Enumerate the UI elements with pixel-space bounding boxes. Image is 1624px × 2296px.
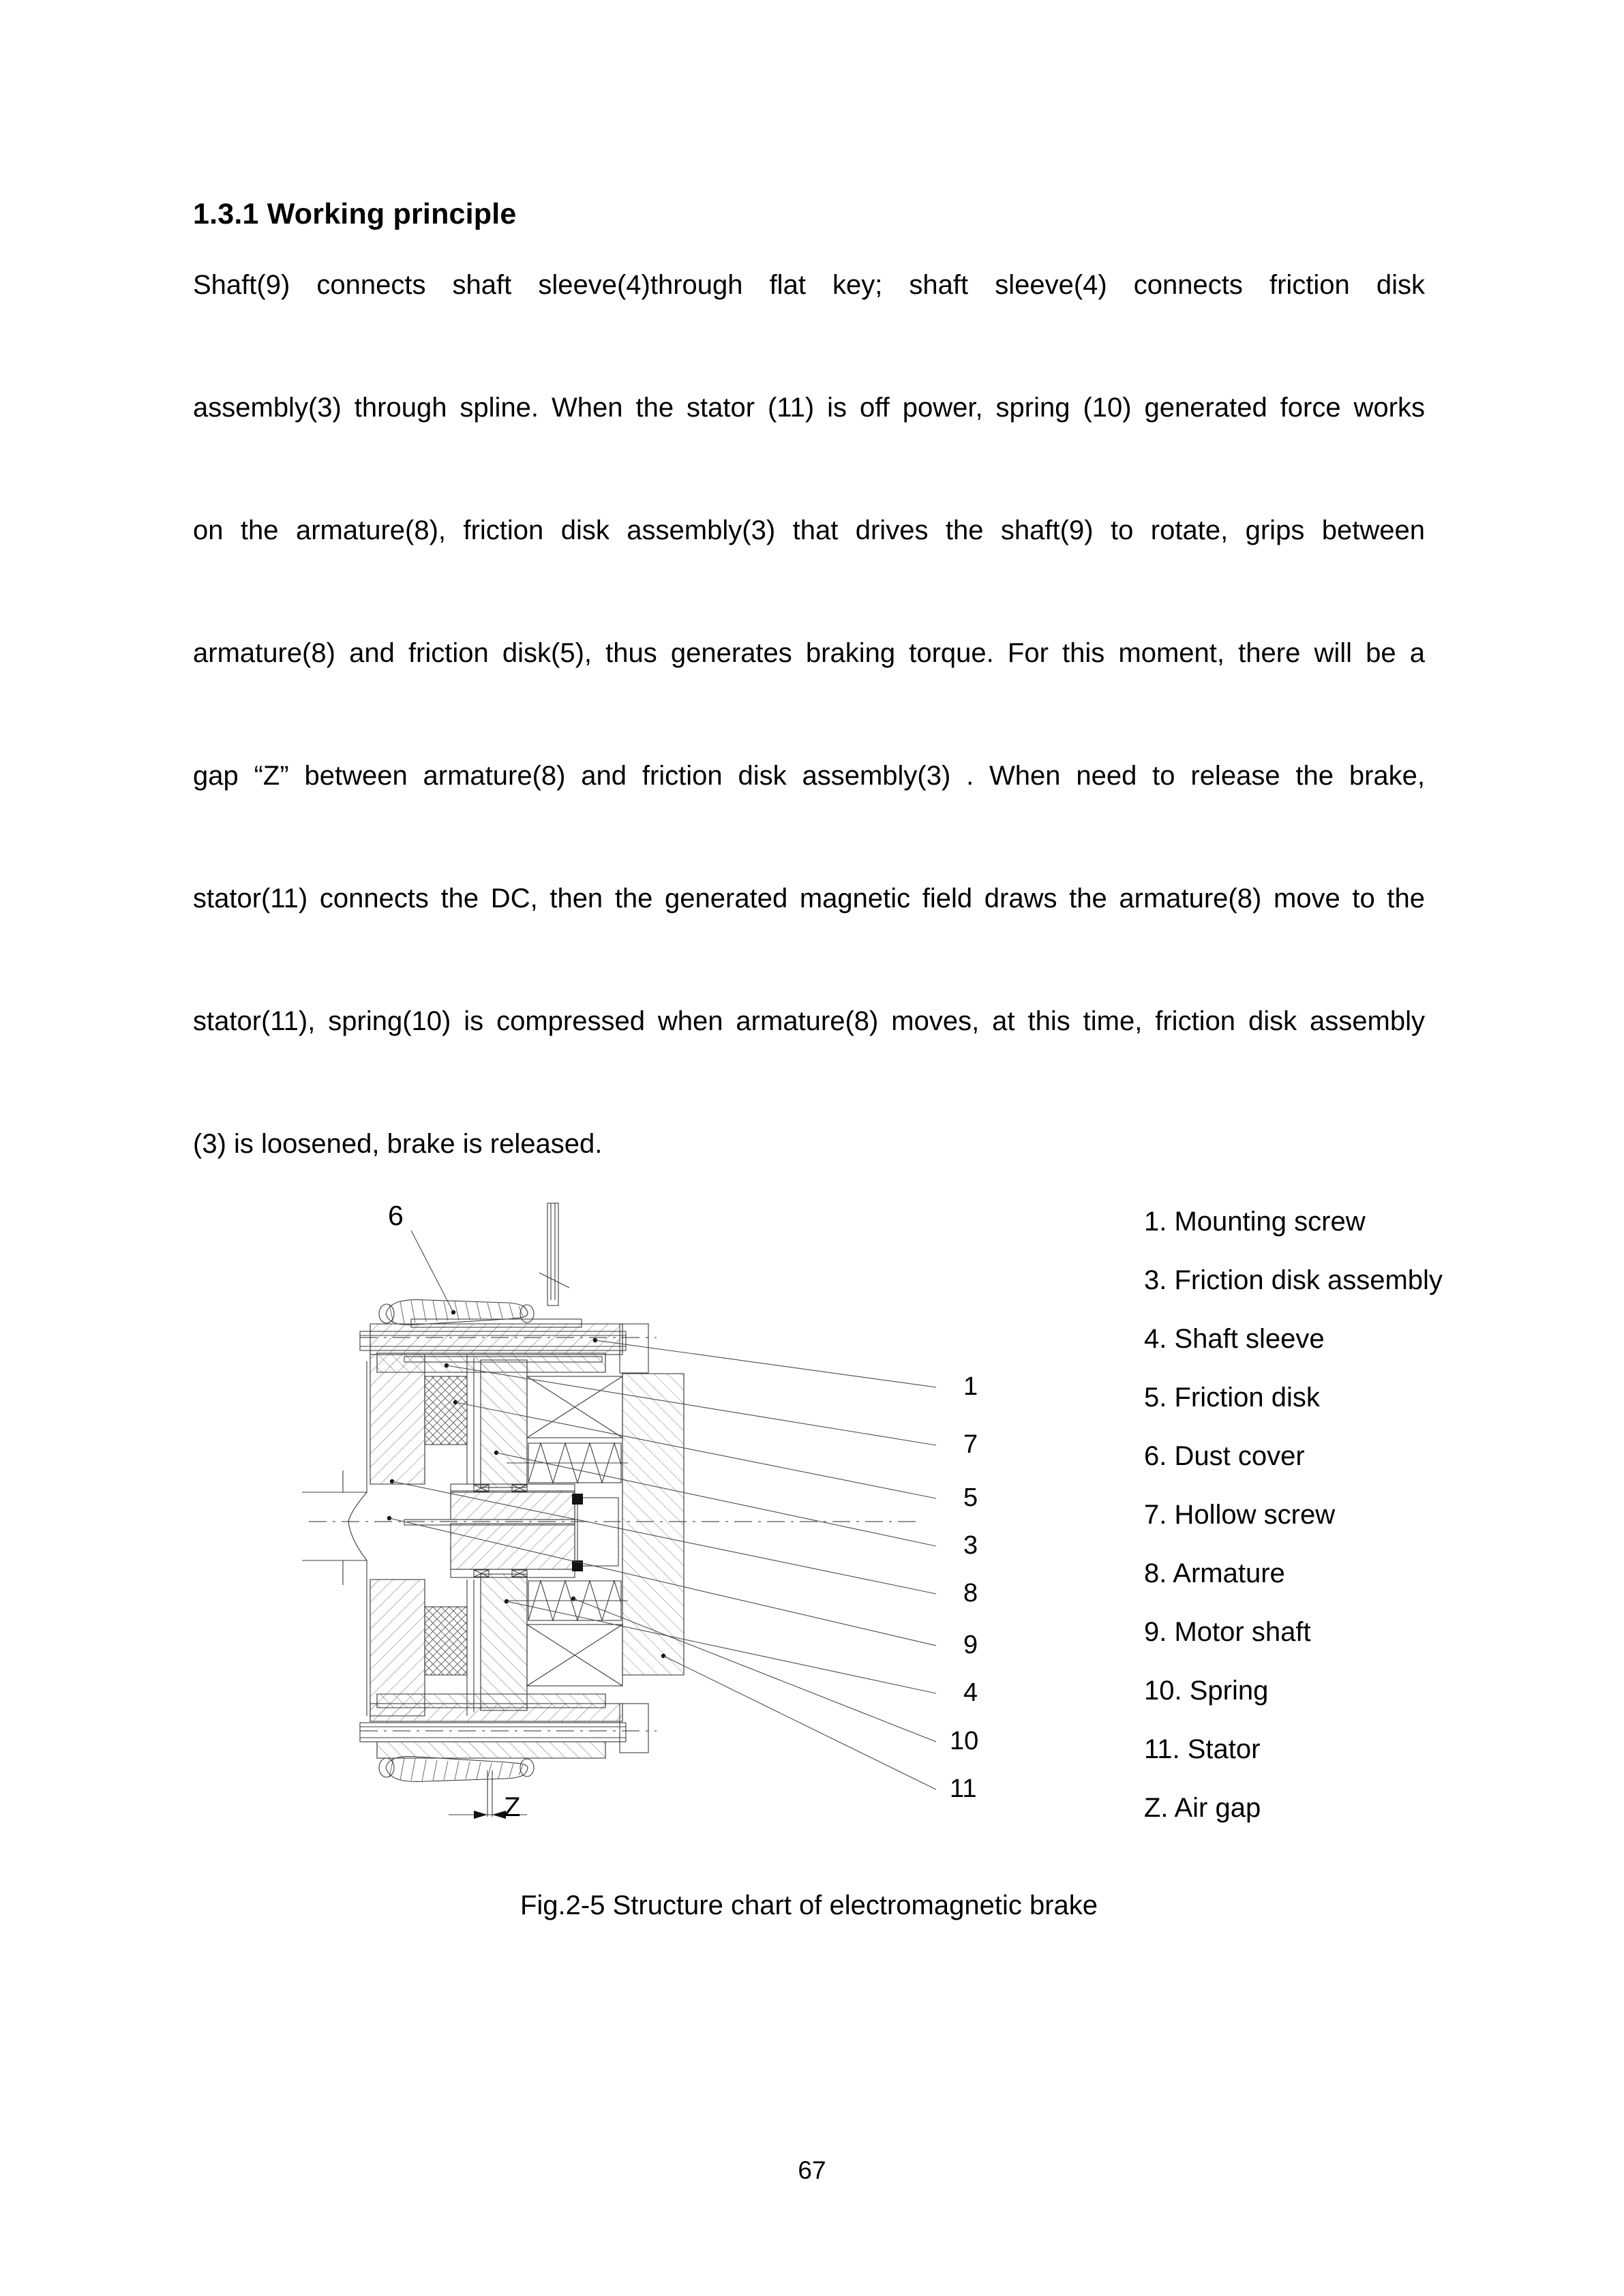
paragraph-line: assembly(3) through spline. When the stator (11) is off power, spring (10) generated force works <box>193 393 1425 423</box>
paragraph-line: on the armature(8), friction disk assembly(3) that drives the shaft(9) to rotate, grips between <box>193 515 1425 546</box>
legend-item: 11. Stator <box>1144 1734 1261 1765</box>
page-content <box>193 0 1443 1921</box>
paragraph-line: (3) is loosened, brake is released. <box>193 1129 603 1160</box>
page-number: 67 <box>798 2156 826 2184</box>
legend-item: 10. Spring <box>1144 1676 1269 1706</box>
paragraph-line: Shaft(9) connects shaft sleeve(4)through flat key; shaft sleeve(4) connects friction disk <box>193 270 1425 301</box>
figure-caption: Fig.2-5 Structure chart of electromagnetic brake <box>520 1890 1098 1921</box>
legend-item: 5. Friction disk <box>1144 1383 1320 1413</box>
gap-label-z: Z <box>504 1792 521 1823</box>
legend-item: Z. Air gap <box>1144 1793 1261 1824</box>
legend-item: 3. Friction disk assembly <box>1144 1265 1443 1296</box>
callout-number: 5 <box>963 1483 978 1513</box>
legend-item: 1. Mounting screw <box>1144 1207 1366 1237</box>
section-heading: 1.3.1 Working principle <box>193 198 517 230</box>
parts-legend-list <box>1144 1208 1621 1853</box>
callout-number: 1 <box>963 1372 978 1402</box>
callout-number: 4 <box>963 1678 978 1708</box>
legend-item: 4. Shaft sleeve <box>1144 1324 1325 1355</box>
callout-number: 10 <box>950 1727 979 1756</box>
paragraph-line: stator(11) connects the DC, then the generated magnetic field draws the armature(8) move to the <box>193 883 1425 914</box>
callout-label-6: 6 <box>388 1200 404 1232</box>
paragraph-line: gap “Z” between armature(8) and friction disk assembly(3) . When need to release the brake, <box>193 761 1425 791</box>
brake-cross-section-drawing <box>302 1198 936 1845</box>
body-paragraph <box>193 231 1425 1175</box>
figure-block <box>193 1198 1443 1921</box>
callout-number: 3 <box>963 1531 978 1560</box>
paragraph-line: stator(11), spring(10) is compressed when armature(8) moves, at this time, friction disk assembly <box>193 1006 1425 1037</box>
callout-number-column <box>950 1198 1045 1845</box>
legend-item: 7. Hollow screw <box>1144 1500 1336 1530</box>
callout-number: 8 <box>963 1579 978 1608</box>
callout-number: 11 <box>950 1774 977 1804</box>
callout-number: 7 <box>963 1430 978 1460</box>
legend-item: 8. Armature <box>1144 1558 1285 1589</box>
paragraph-line: armature(8) and friction disk(5), thus generates braking torque. For this moment, there will be a <box>193 638 1425 669</box>
legend-item: 6. Dust cover <box>1144 1441 1305 1472</box>
legend-item: 9. Motor shaft <box>1144 1617 1311 1648</box>
callout-number: 9 <box>963 1631 978 1660</box>
